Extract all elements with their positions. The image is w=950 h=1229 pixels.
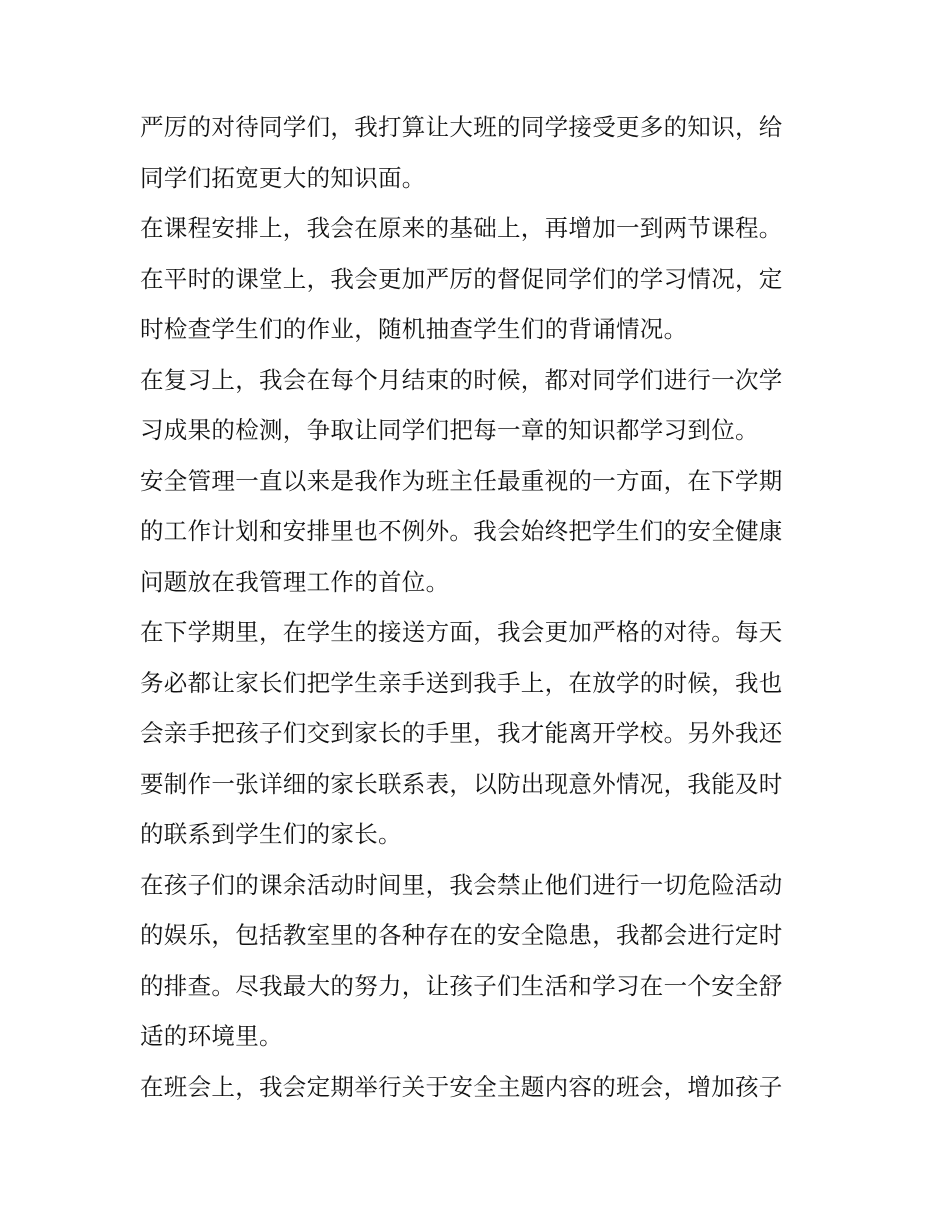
text-line: 会亲手把孩子们交到家长的手里，我才能离开学校。另外我还 <box>140 719 783 747</box>
text-line: 要制作一张详细的家长联系表，以防出现意外情况，我能及时 <box>140 769 783 798</box>
document-body <box>140 102 820 1112</box>
text-line: 的娱乐，包括教室里的各种存在的安全隐患，我都会进行定时 <box>140 921 783 949</box>
text-line: 适的环境里。 <box>140 1022 283 1050</box>
text-line: 问题放在我管理工作的首位。 <box>140 567 450 596</box>
text-line: 在班会上，我会定期举行关于安全主题内容的班会，增加孩子 <box>140 1072 783 1101</box>
text-line: 同学们拓宽更大的知识面。 <box>140 163 426 192</box>
text-line: 务必都让家长们把学生亲手送到我手上，在放学的时候，我也 <box>140 668 783 697</box>
text-line: 时检查学生们的作业，随机抽查学生们的背诵情况。 <box>140 315 688 343</box>
text-line: 习成果的检测，争取让同学们把每一章的知识都学习到位。 <box>140 416 759 444</box>
text-line: 在下学期里，在学生的接送方面，我会更加严格的对待。每天 <box>140 618 783 646</box>
text-line: 安全管理一直以来是我作为班主任最重视的一方面，在下学期 <box>140 466 783 495</box>
text-line: 在平时的课堂上，我会更加严厉的督促同学们的学习情况，定 <box>140 264 783 293</box>
text-line: 的排查。尽我最大的努力，让孩子们生活和学习在一个安全舒 <box>140 971 783 1000</box>
text-line: 在课程安排上，我会在原来的基础上，再增加一到两节课程。 <box>140 214 783 242</box>
text-line: 的联系到学生们的家长。 <box>140 820 402 848</box>
text-line: 在复习上，我会在每个月结束的时候，都对同学们进行一次学 <box>140 365 783 394</box>
text-line: 在孩子们的课余活动时间里，我会禁止他们进行一切危险活动 <box>140 870 783 899</box>
text-line: 的工作计划和安排里也不例外。我会始终把学生们的安全健康 <box>140 517 783 545</box>
text-line: 严厉的对待同学们，我打算让大班的同学接受更多的知识，给 <box>140 113 783 141</box>
